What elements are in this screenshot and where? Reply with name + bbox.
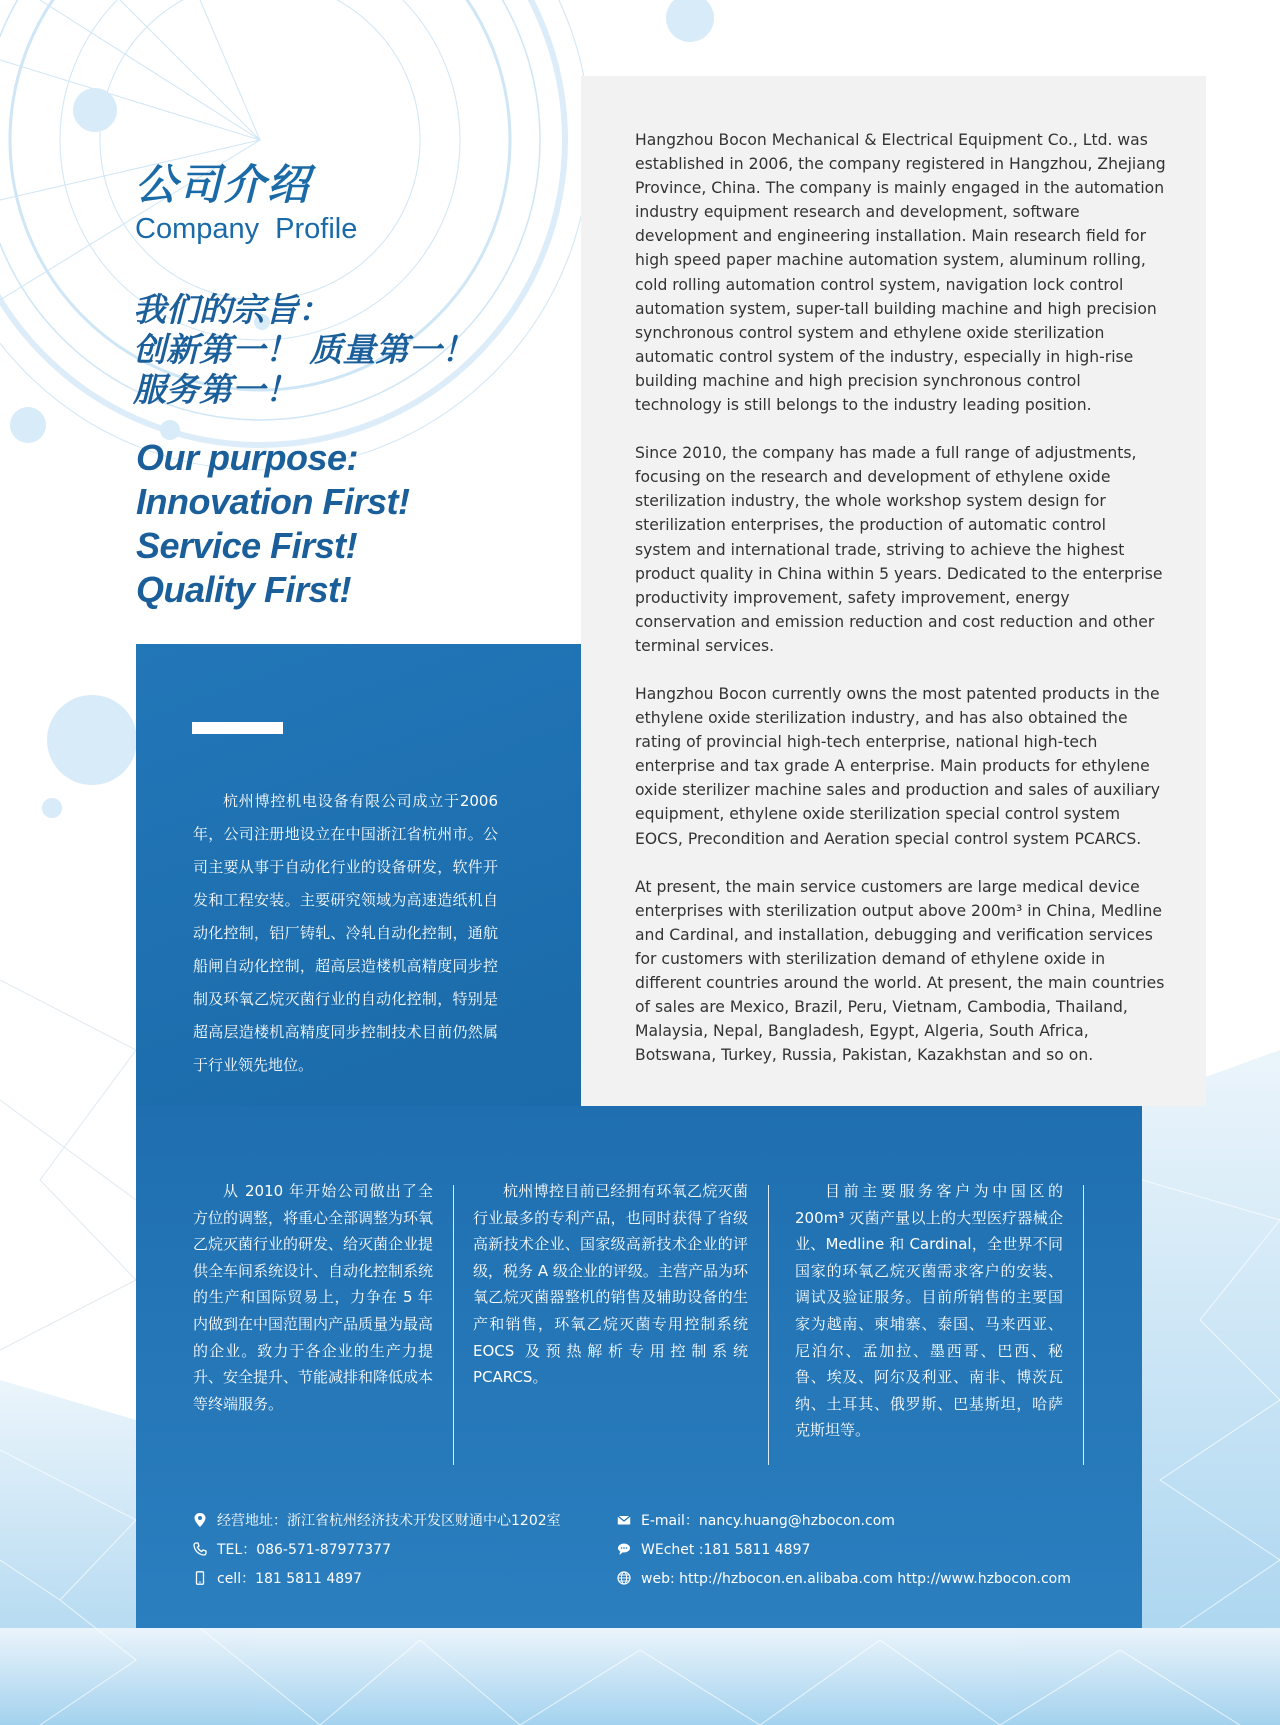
slogan-cn-line: 创新第一！ 质量第一！: [133, 330, 475, 369]
globe-icon: [617, 1571, 631, 1585]
phone-icon: [193, 1542, 207, 1556]
tel-text: TEL：086-571-87977377: [217, 1542, 392, 1558]
slogan-en-line: Innovation First!: [136, 481, 410, 522]
accent-bar: [192, 722, 283, 734]
column-divider: [768, 1185, 769, 1465]
profile-heading: [135, 160, 357, 246]
location-pin-icon: [193, 1513, 207, 1527]
contact-tel: [193, 1541, 391, 1559]
cell-text: cell：181 5811 4897: [217, 1571, 362, 1587]
column-divider: [1083, 1185, 1084, 1465]
web-text: web: http://hzbocon.en.alibaba.com http://www.hzbocon.com: [641, 1571, 1071, 1587]
contact-cell: [193, 1570, 362, 1588]
english-paragraph: Since 2010, the company has made a full range of adjustments, focusing on the research and development of ethylene oxide sterilization industry, the whole workshop system design for sterilization enterprises, the production of automatic control system and international trade, striving to achieve the highest product quality in China within 5 years. Dedicated to the enterprise productivity improvement, safety improvement, energy conservation and emission reduction and cost reduction and other terminal services.: [635, 444, 1163, 655]
chat-bubble-icon: [617, 1542, 631, 1556]
english-paragraph: Hangzhou Bocon Mechanical & Electrical Equipment Co., Ltd. was established in 2006, the company registered in Hangzhou, Zhejiang Province, China. The company is mainly engaged in the automation industry equipment research and development, software development and engineering installation. Main research field for high speed paper machine automation system, aluminum rolling, cold rolling automation control system, navigation lock control automation system, super-tall building machine and high precision synchronous control system and ethylene oxide sterilization automatic control system of the industry, especially in high-rise building machine and high precision synchronous control technology is still belongs to the industry leading position.: [635, 131, 1166, 415]
address-text: 经营地址：浙江省杭州经济技术开发区财通中心1202室: [217, 1513, 561, 1529]
contact-email: [617, 1512, 895, 1530]
slogan-en: [136, 436, 410, 612]
slogan-cn: [133, 290, 475, 410]
contact-wechat: [617, 1541, 810, 1559]
slogan-cn-line: 服务第一！: [133, 370, 298, 409]
slogan-cn-line: 我们的宗旨：: [133, 290, 331, 329]
page-title-en: Company Profile: [135, 213, 358, 245]
english-paragraph: Hangzhou Bocon currently owns the most patented products in the ethylene oxide sterilization industry, and has also obtained the rating of provincial high-tech enterprise, national high-tech enterprise and tax grade A enterprise. Main products for ethylene oxide sterilizer machine sales and production and sales of auxiliary equipment, ethylene oxide sterilization special control system EOCS, Precondition and Aeration special control system PCARCS.: [635, 684, 1160, 848]
slogan-en-line: Quality First!: [136, 569, 352, 610]
slogan-en-line: Our purpose:: [136, 437, 359, 478]
english-description: [635, 128, 1167, 1091]
column-cn-1: 从 2010 年开始公司做出了全方位的调整，将重心全部调整为环氧乙烷灭菌行业的研发、给灭菌企业提供全车间系统设计、自动化控制系统的生产和国际贸易上，力争在 5 年内做到在中国范围内产品质量为最高的企业。致力于各企业的生产力提升、安全提升、节能减排和降低成本等终端服务。: [193, 1182, 434, 1413]
intro-cn: 杭州博控机电设备有限公司成立于2006年，公司注册地设立在中国浙江省杭州市。公司主要从事于自动化行业的设备研发，软件开发和工程安装。主要研究领域为高速造纸机自动化控制，铝厂铸轧、冷轧自动化控制，通航船闸自动化控制，超高层造楼机高精度同步控制及环氧乙烷灭菌行业的自动化控制，特别是超高层造楼机高精度同步控制技术目前仍然属于行业领先地位。: [193, 792, 498, 1074]
wechat-text: WEchet :181 5811 4897: [641, 1542, 811, 1558]
column-divider: [453, 1185, 454, 1465]
contact-address: [193, 1512, 561, 1530]
envelope-icon: [617, 1513, 631, 1527]
email-text: E-mail：nancy.huang@hzbocon.com: [641, 1513, 895, 1529]
english-paragraph: At present, the main service customers are large medical device enterprises with sterilization output above 200m³ in China, Medline and Cardinal, and installation, debugging and verification services for customers with sterilization demand of ethylene oxide in different countries around the world. At present, the main countries of sales are Mexico, Brazil, Peru, Vietnam, Cambodia, Thailand, Malaysia, Nepal, Bangladesh, Egypt, Algeria, South Africa, Botswana, Turkey, Russia, Pakistan, Kazakhstan and so on.: [635, 877, 1165, 1065]
contact-web: [617, 1570, 1071, 1588]
column-cn-3: 目前主要服务客户为中国区的200m³ 灭菌产量以上的大型医疗器械企业、Medline 和 Cardinal，全世界不同国家的环氧乙烷灭菌需求客户的安装、调试及验证服务。目前所销售的主要国家为越南、柬埔寨、泰国、马来西亚、尼泊尔、孟加拉、墨西哥、巴西、秘鲁、埃及、阿尔及利亚、南非、博茨瓦纳、土耳其、俄罗斯、巴基斯坦，哈萨克斯坦等。: [795, 1182, 1063, 1440]
slogan-en-line: Service First!: [136, 525, 358, 566]
page-title-cn: 公司介绍: [135, 160, 312, 209]
column-cn-2: 杭州博控目前已经拥有环氧乙烷灭菌行业最多的专利产品，也同时获得了省级高新技术企业、国家级高新技术企业的评级，税务 A 级企业的评级。主营产品为环氧乙烷灭菌器整机的销售及辅助设备的生产和销售，环氧乙烷灭菌专用控制系统 EOCS 及预热解析专用控制系统 PCARCS。: [473, 1182, 748, 1387]
mobile-icon: [193, 1571, 207, 1585]
